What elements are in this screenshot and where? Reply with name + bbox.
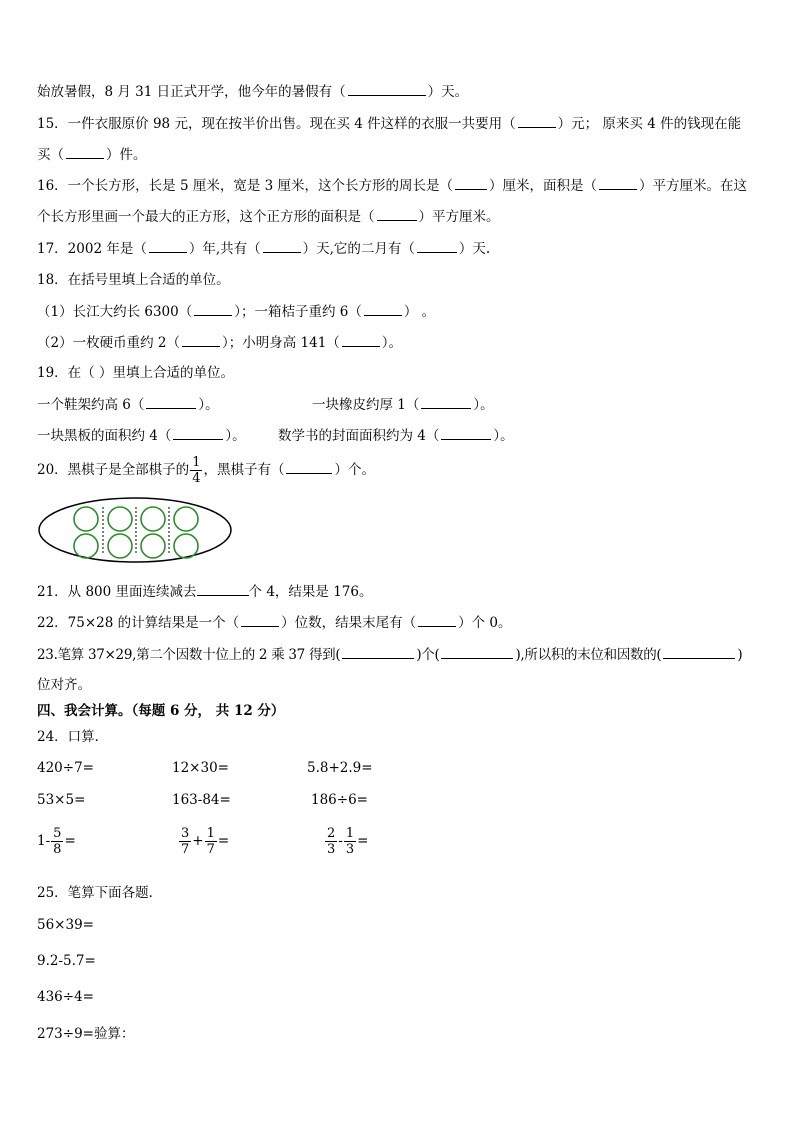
section-4-title: 四、我会计算。（每题 6 分， 共 12 分） [37,703,285,719]
calc-item: 420÷7= [37,760,94,776]
answer-blank[interactable] [241,613,279,627]
question-14-tail: 始放暑假，8 月 31 日正式开学，他今年的暑假有（ ）天。 [37,84,469,100]
answer-blank[interactable] [194,302,232,316]
answer-blank[interactable] [149,239,187,253]
chess-piece-circle [108,534,132,558]
calc-item: 186÷6= [311,792,368,808]
question-19-row1-right: 一块橡皮约厚 1（ ）。 [312,397,494,413]
answer-blank[interactable] [342,645,414,659]
chess-piece-circle [141,534,165,558]
calc-item: 5.8+2.9= [307,760,373,776]
question-20: 20．黑棋子是全部棋子的 $\frac{1}{4}$ ，黑棋子有（ ）个。 [37,455,375,486]
chess-piece-circle [174,534,198,558]
written-calc-item: 56×39= [37,917,94,933]
question-23-line1: 23.笔算 37×29,第二个因数十位上的 2 乘 37 得到( )个( ),所以积的末位和因数的( ) [37,647,743,663]
chess-piece-circle [108,507,132,531]
question-23-line2: 位对齐。 [37,677,91,693]
question-16-line1: 16．一个长方形，长是 5 厘米，宽是 3 厘米，这个长方形的周长是（ ）厘米，面积是（ ）平方厘米。在这 [37,178,748,194]
answer-blank[interactable] [66,145,104,159]
answer-blank[interactable] [342,333,380,347]
chess-pieces-figure [36,496,234,564]
answer-blank[interactable] [364,302,402,316]
answer-blank[interactable] [146,395,196,409]
answer-blank[interactable] [455,176,487,190]
question-15-line1: 15．一件衣服原价 98 元，现在按半价出售。现在买 4 件这样的衣服一共要用（ ）元； 原来买 4 件的钱现在能 [37,116,742,132]
answer-blank[interactable] [417,239,457,253]
question-18-part1: （1）长江大约长 6300（ ）；一箱桔子重约 6（ ） 。 [37,304,436,320]
written-calc-item: 273÷9=验算： [37,1026,135,1042]
question-18-title: 18．在括号里填上合适的单位。 [37,272,230,288]
question-16-line2: 个长方形里画一个最大的正方形，这个正方形的面积是（ ）平方厘米。 [37,209,500,225]
chess-piece-circle [174,507,198,531]
answer-blank[interactable] [286,460,332,474]
answer-blank[interactable] [599,176,637,190]
question-22: 22．75×28 的计算结果是一个（ ）位数，结果末尾有（ ）个 0。 [37,615,512,631]
answer-blank[interactable] [263,239,301,253]
answer-blank[interactable] [441,426,491,440]
answer-blank[interactable] [663,645,735,659]
answer-blank[interactable] [441,645,513,659]
answer-blank[interactable] [348,82,426,96]
question-15-line2: 买（ ）件。 [37,147,147,163]
question-17: 17．2002 年是（ ）年,共有（ ）天,它的二月有（ ）天. [37,241,491,257]
fraction-calc-1: 1- $\frac{5}{8}$ = [37,826,76,857]
fraction-calc-3: $\frac{2}{3}$ - $\frac{1}{3}$ = [327,826,369,857]
calc-item: 163-84= [172,792,231,808]
answer-blank[interactable] [197,582,249,596]
chess-piece-circle [141,507,165,531]
calc-item: 53×5= [37,792,86,808]
question-24-title: 24．口算． [37,729,109,745]
answer-blank[interactable] [518,114,556,128]
question-19-row2: 一块黑板的面积约 4（ ）。 [37,428,246,444]
question-21: 21．从 800 里面连续减去 个 4，结果是 176。 [37,584,373,600]
answer-blank[interactable] [421,395,471,409]
answer-blank[interactable] [418,613,456,627]
fraction-one-quarter: $\frac{1}{4}$ [192,455,201,486]
question-19-row1: 一个鞋架约高 6（ ）。 [37,397,219,413]
written-calc-item: 9.2-5.7= [37,953,96,969]
question-19-row2-right: 数学书的封面面积约为 4（ ）。 [278,428,514,444]
answer-blank[interactable] [377,207,417,221]
chess-piece-circle [74,534,98,558]
calc-item: 12×30= [172,760,229,776]
chess-piece-circle [74,507,98,531]
question-19-title: 19．在（ ）里填上合适的单位。 [37,365,234,381]
answer-blank[interactable] [182,333,220,347]
fraction-calc-2: $\frac{3}{7}$ + $\frac{1}{7}$ = [181,826,230,857]
oval-outline [39,498,231,562]
question-18-part2: （2）一枚硬币重约 2（ ）；小明身高 141（ ）。 [37,335,403,351]
written-calc-item: 436÷4= [37,989,94,1005]
question-25-title: 25．笔算下面各题． [37,885,163,901]
answer-blank[interactable] [173,426,223,440]
